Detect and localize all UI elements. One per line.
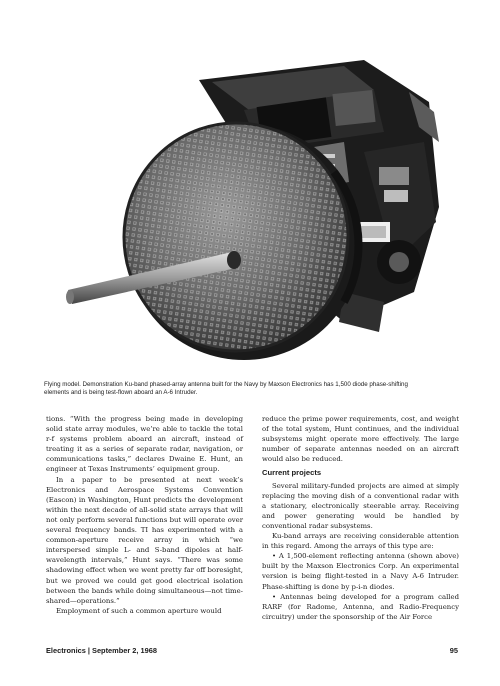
paragraph: Employment of such a common aperture would bbox=[56, 606, 222, 615]
page-number: 95 bbox=[449, 646, 458, 655]
figure-caption: Flying model. Demonstration Ku-band phased-array antenna built for the Navy by Maxson Electronics has 1,500 diode phase-shifting elements and is being test-flown aboard an A-6 Intruder. bbox=[44, 381, 408, 397]
publication-line: Electronics | September 2, 1968 bbox=[46, 646, 157, 655]
paragraph: reduce the prime power requirements, cost, and weight of the total system, Hunt continues, and the individual subsystems might operate more effectively. The large number of separate antennas needed on an aircraft would also be reduced. bbox=[262, 415, 459, 464]
left-column bbox=[46, 414, 243, 616]
bullet-item: • Antennas being developed for a program called RARF (for Radome, Antenna, and Radio-Frequency circuitry) under the sponsorship of the Air Force bbox=[262, 592, 459, 621]
right-column bbox=[262, 414, 459, 622]
phased-array-antenna-photo bbox=[44, 32, 466, 370]
antenna-array-disc bbox=[124, 123, 362, 360]
page-footer bbox=[46, 646, 458, 658]
paragraph: Ku-band arrays are receiving considerable attention in this regard. Among the arrays of this type are: bbox=[262, 532, 459, 551]
paragraph: Several military-funded projects are aimed at simply replacing the moving dish of a conventional radar with a stationary, electronically steerable array. Receiving and power generating would be handled by conventional radar subsystems. bbox=[262, 481, 459, 530]
section-heading: Current projects bbox=[262, 468, 322, 478]
bullet-item: • A 1,500-element reflecting antenna (shown above) built by the Maxson Electronics Corp. An experimental version is being flight-tested in a Navy A-6 Intruder. Phase-shifting is done by p-i-n diodes. bbox=[262, 552, 459, 591]
paragraph: In a paper to be presented at next week’s Electronics and Aerospace Systems Convention (Eascon) in Washington, Hunt predicts the development within the next decade of all-solid state arrays that will not only perform several functions but will operate over several frequency bands. TI has experimented with a common-aperture receive array in which “we interspersed simple L- and S-band dipoles at half-wavelength intervals,” Hunt says. “There was some shadowing effect when we went pretty far off boresight, but we proved we could get good electrical isolation between the bands while doing simultaneous—not time-shared—operations.” bbox=[46, 475, 243, 605]
paragraph: tions. “With the progress being made in developing solid state array modules, we’re able to tackle the total r-f systems problem aboard an aircraft, instead of treating it as a series of separate radar, navigation, or communications tasks,” declares Dwaine E. Hunt, an engineer at Texas Instruments’ equipment group. bbox=[46, 415, 243, 474]
